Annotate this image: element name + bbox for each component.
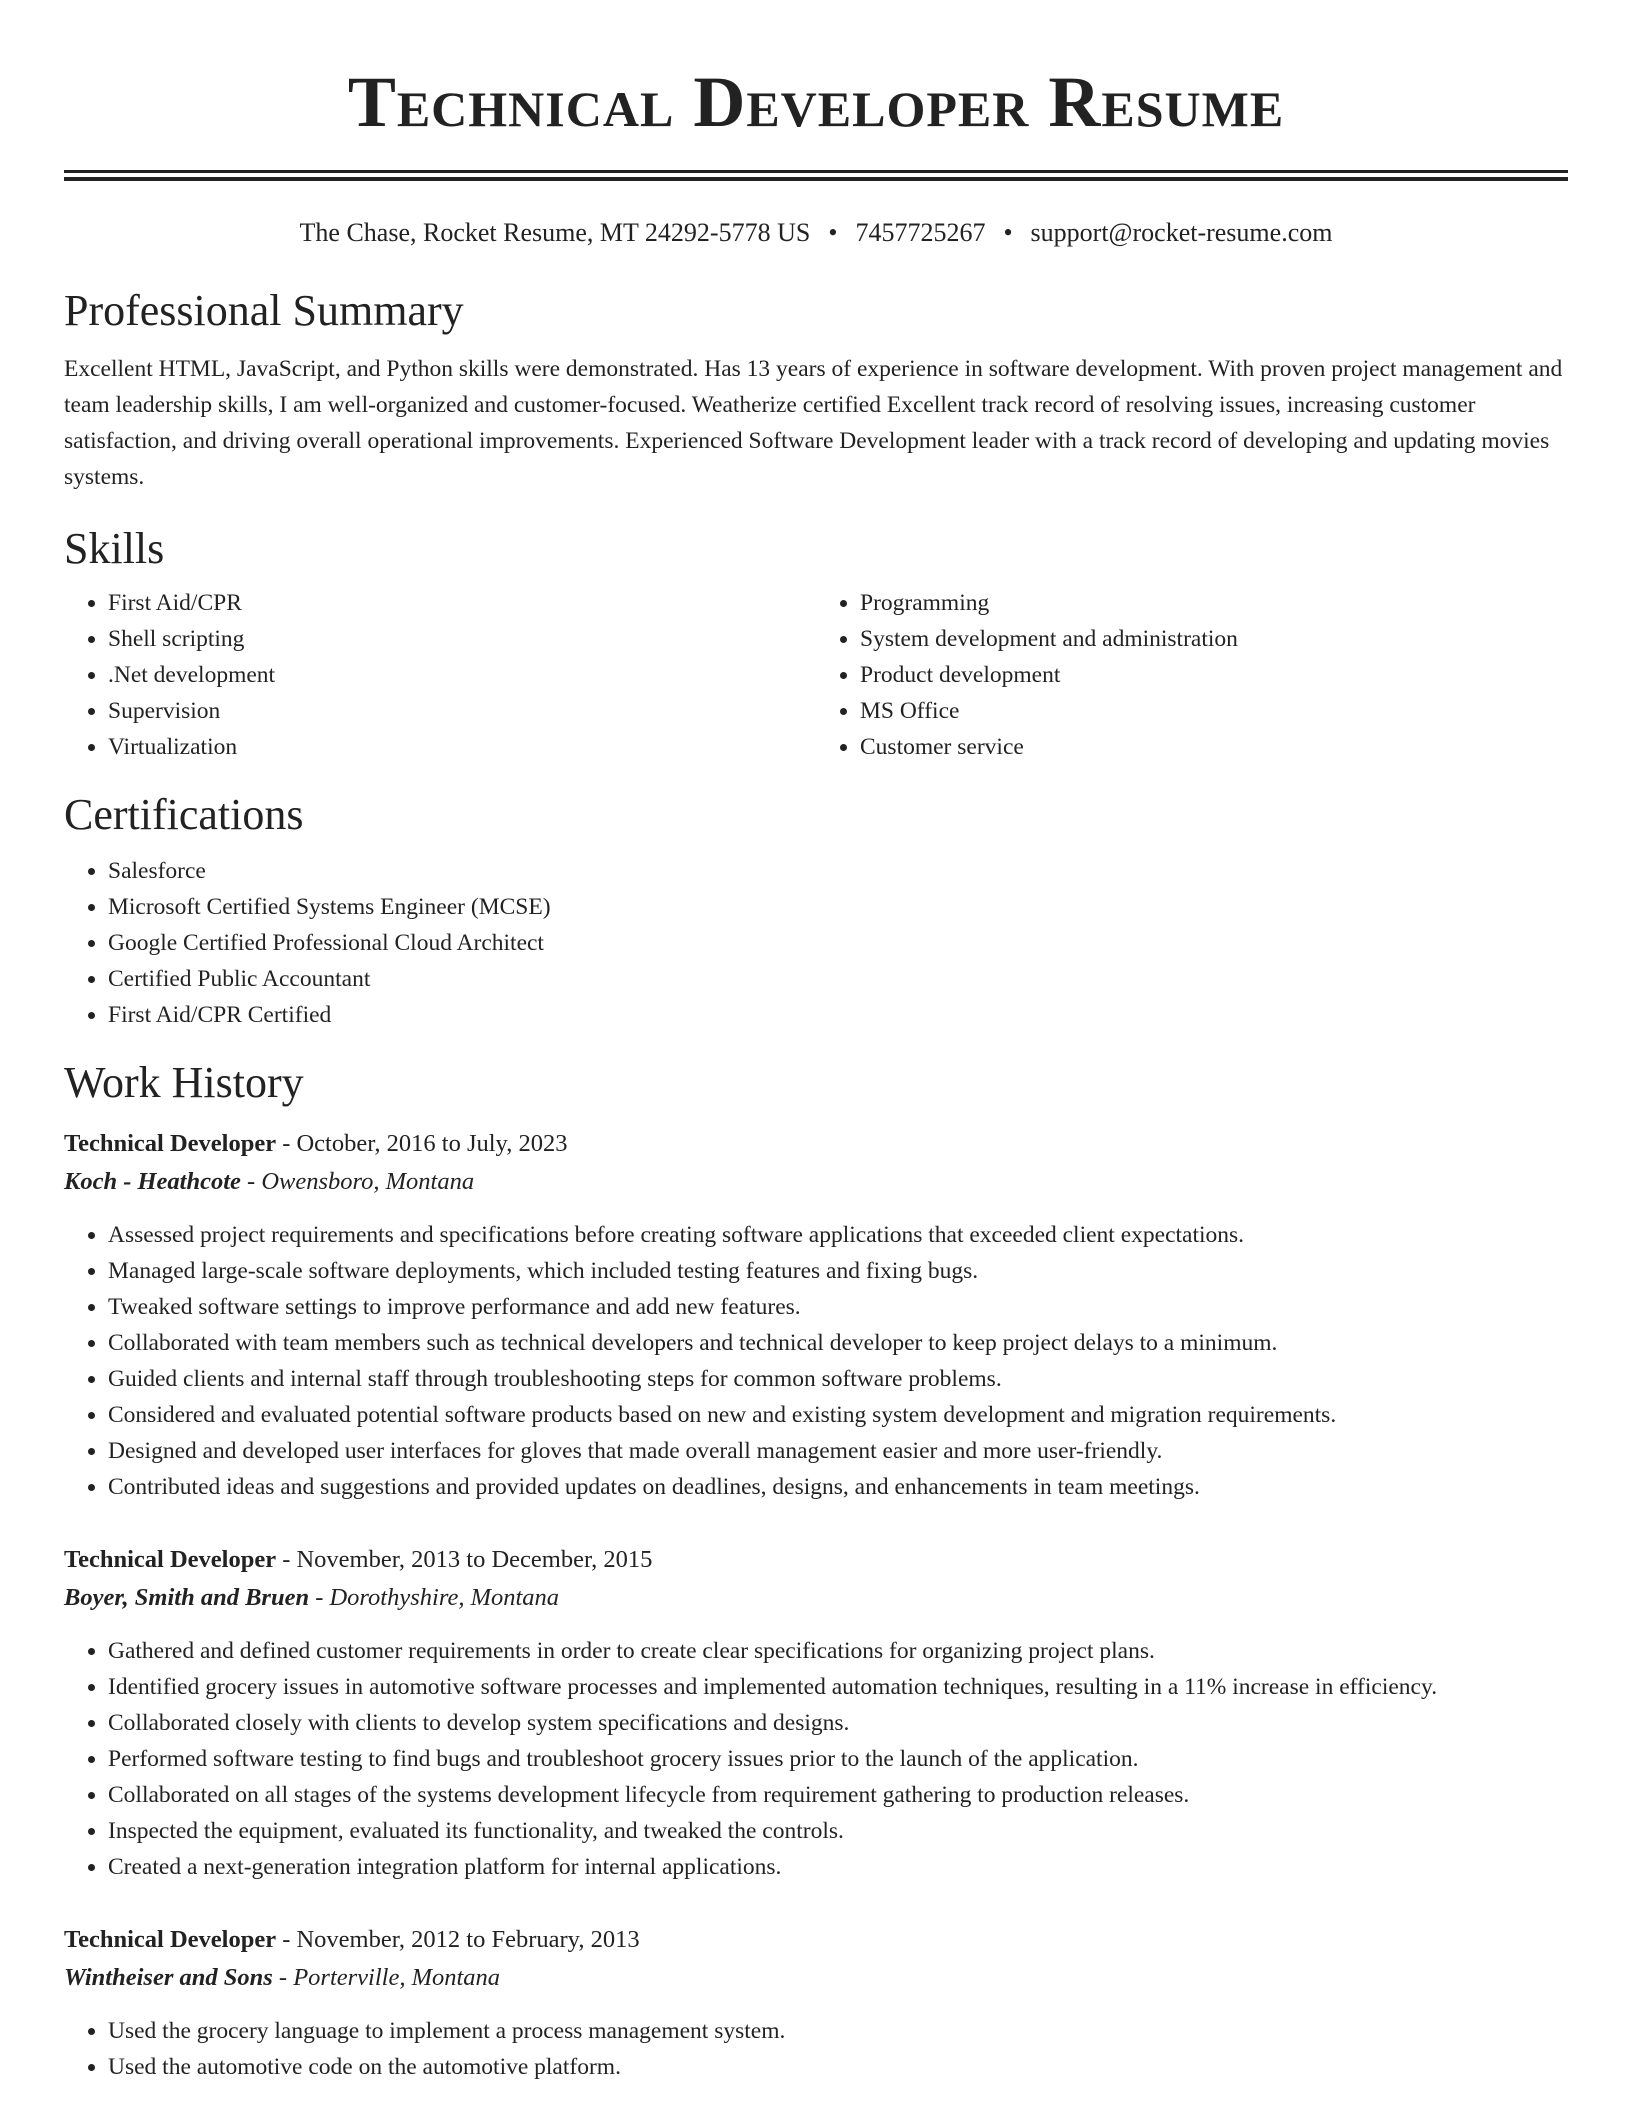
certification-item: • Microsoft Certified Systems Engineer (MCSE) <box>108 889 1568 925</box>
skill-item: • First Aid/CPR <box>108 585 816 621</box>
contact-separator: • <box>828 218 838 247</box>
job-bullet: • Assessed project requirements and specifications before creating software applications that exceeded client expectations. <box>108 1217 1568 1253</box>
job-bullet: • Gathered and defined customer requirements in order to create clear specifications for organizing project plans. <box>108 1633 1568 1669</box>
certification-item: • Google Certified Professional Cloud Architect <box>108 925 1568 961</box>
work-history-heading: Work History <box>64 1058 304 1107</box>
certification-item: • Salesforce <box>108 853 1568 889</box>
company-line <box>64 1579 1568 1617</box>
job-bullets <box>64 2013 1568 2085</box>
job-bullet: • Considered and evaluated potential software products based on new and existing system development and migration requirements. <box>108 1397 1568 1433</box>
contact-separator: • <box>1003 218 1013 247</box>
contact-line <box>64 217 1568 249</box>
job-title-line <box>64 1921 1568 1959</box>
skill-item: • Supervision <box>108 693 816 729</box>
skill-item: • Programming <box>860 585 1568 621</box>
resume-title: Technical Developer Resume <box>347 62 1285 142</box>
job-bullet: • Designed and developed user interfaces for gloves that made overall management easier and more user-friendly. <box>108 1433 1568 1469</box>
job-bullet: • Performed software testing to find bugs and troubleshoot grocery issues prior to the launch of the application. <box>108 1741 1568 1777</box>
certifications-heading: Certifications <box>64 790 304 839</box>
company-line <box>64 1163 1568 1201</box>
company-line <box>64 1959 1568 1997</box>
job-title-line <box>64 1125 1568 1163</box>
title-double-rule <box>64 170 1568 181</box>
job-bullet: • Collaborated closely with clients to develop system specifications and designs. <box>108 1705 1568 1741</box>
job-entry <box>64 1541 1568 1885</box>
summary-heading: Professional Summary <box>64 286 464 335</box>
job-bullet: • Collaborated on all stages of the systems development lifecycle from requirement gathering to production releases. <box>108 1777 1568 1813</box>
certifications-list <box>64 853 1568 1033</box>
job-bullets <box>64 1217 1568 1505</box>
job-bullet: • Used the grocery language to implement a process management system. <box>108 2013 1568 2049</box>
job-dates: - November, 2013 to December, 2015 <box>276 1546 653 1573</box>
company-location: - Owensboro, Montana <box>240 1168 475 1195</box>
company-location: - Porterville, Montana <box>272 1964 501 1991</box>
company-location: - Dorothyshire, Montana <box>309 1584 560 1611</box>
skill-item: • Product development <box>860 657 1568 693</box>
summary-text: Excellent HTML, JavaScript, and Python skills were demonstrated. Has 13 years of experience in software development. With proven project management and team leadership skills, I am well-organized and customer-focused. Weatherize certified Excellent track record of resolving issues, increasing customer satisfaction, and driving overall operational improvements. Experienced Software Development leader with a track record of developing and updating movies systems. <box>64 356 1563 490</box>
job-title: Technical Developer <box>64 1546 277 1573</box>
job-bullet: • Guided clients and internal staff through troubleshooting steps for common software problems. <box>108 1361 1568 1397</box>
job-bullet: • Created a next-generation integration platform for internal applications. <box>108 1849 1568 1885</box>
job-bullet: • Used the automotive code on the automotive platform. <box>108 2049 1568 2085</box>
job-title-line <box>64 1541 1568 1579</box>
contact-address: The Chase, Rocket Resume, MT 24292-5778 US <box>299 218 811 247</box>
job-title: Technical Developer <box>64 1926 277 1953</box>
job-bullet: • Identified grocery issues in automotive software processes and implemented automation techniques, resulting in a 11% increase in efficiency. <box>108 1669 1568 1705</box>
company-name: Koch - Heathcote <box>64 1168 241 1195</box>
job-dates: - November, 2012 to February, 2013 <box>276 1926 640 1953</box>
skills-left-list <box>64 585 816 765</box>
certification-item: • First Aid/CPR Certified <box>108 997 1568 1033</box>
job-entry <box>64 1125 1568 1505</box>
job-bullets <box>64 1633 1568 1885</box>
job-bullet: • Contributed ideas and suggestions and provided updates on deadlines, designs, and enhancements in team meetings. <box>108 1469 1568 1505</box>
job-bullet: • Collaborated with team members such as technical developers and technical developer to keep project delays to a minimum. <box>108 1325 1568 1361</box>
contact-phone: 7457725267 <box>855 218 986 247</box>
skill-item: • .Net development <box>108 657 816 693</box>
skills-heading: Skills <box>64 524 165 573</box>
skill-item: • Virtualization <box>108 729 816 765</box>
skills-columns <box>64 585 1568 765</box>
skill-item: • Shell scripting <box>108 621 816 657</box>
job-bullet: • Managed large-scale software deployments, which included testing features and fixing bugs. <box>108 1253 1568 1289</box>
skills-right-list <box>816 585 1568 765</box>
certification-item: • Certified Public Accountant <box>108 961 1568 997</box>
skill-item: • MS Office <box>860 693 1568 729</box>
job-entry <box>64 1921 1568 2085</box>
skill-item: • Customer service <box>860 729 1568 765</box>
job-bullet: • Inspected the equipment, evaluated its functionality, and tweaked the controls. <box>108 1813 1568 1849</box>
skill-item: • System development and administration <box>860 621 1568 657</box>
job-title: Technical Developer <box>64 1130 277 1157</box>
job-dates: - October, 2016 to July, 2023 <box>276 1130 568 1157</box>
company-name: Wintheiser and Sons <box>64 1964 273 1991</box>
contact-email: support@rocket-resume.com <box>1030 218 1333 247</box>
job-bullet: • Tweaked software settings to improve performance and add new features. <box>108 1289 1568 1325</box>
company-name: Boyer, Smith and Bruen <box>64 1584 310 1611</box>
